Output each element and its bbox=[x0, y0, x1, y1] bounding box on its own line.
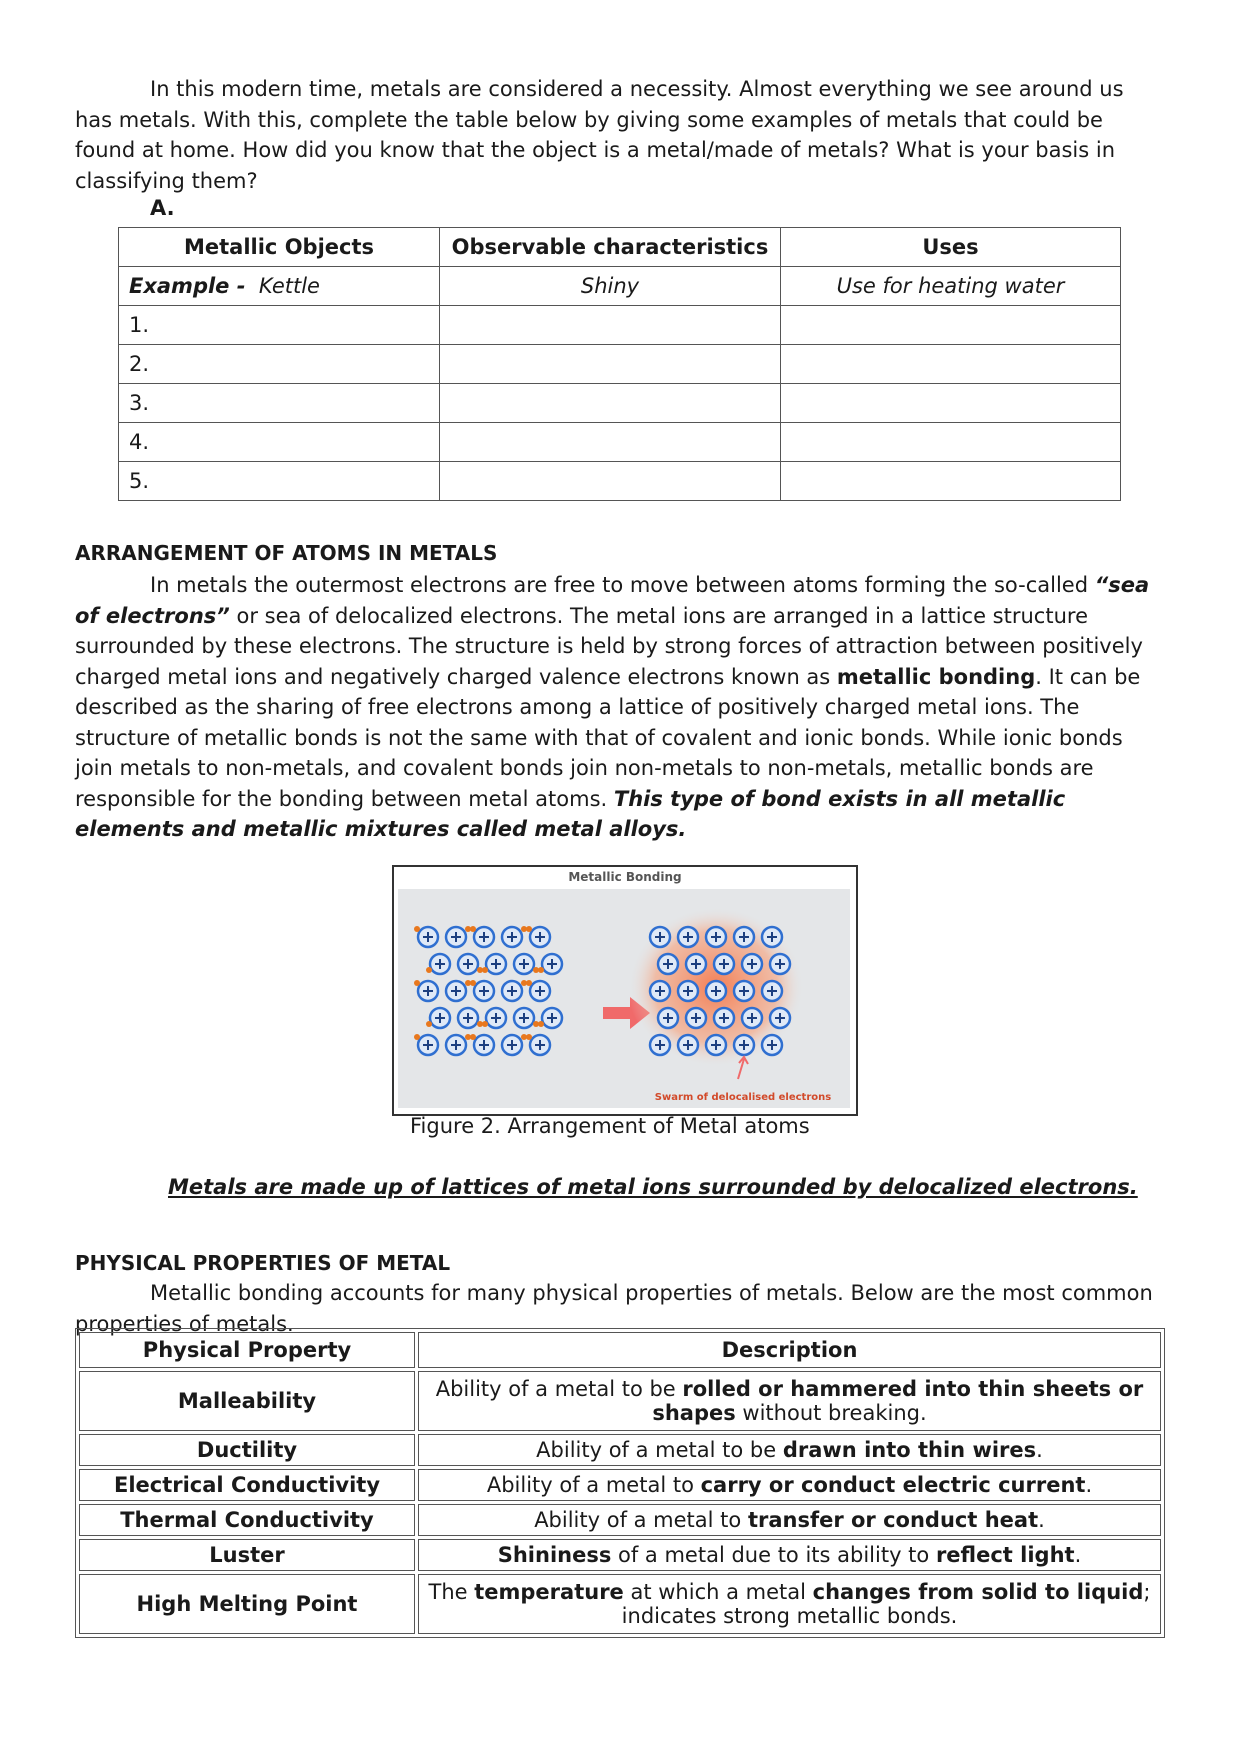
metal-ion-icon bbox=[734, 981, 754, 1001]
row-number: 2. bbox=[119, 345, 440, 384]
metal-ion-icon bbox=[446, 1035, 466, 1055]
metal-ion-icon bbox=[678, 981, 698, 1001]
property-name: Electrical Conductivity bbox=[79, 1469, 415, 1501]
row-number: 3. bbox=[119, 384, 440, 423]
property-description: Ability of a metal to transfer or conduct heat. bbox=[418, 1504, 1161, 1536]
ion-lattice-right bbox=[628, 907, 804, 1079]
metal-ion-icon bbox=[430, 954, 450, 974]
electron-dot bbox=[414, 980, 420, 986]
table-header-row bbox=[79, 1332, 1161, 1368]
row-number: 1. bbox=[119, 306, 440, 345]
blank-cell[interactable] bbox=[440, 306, 781, 345]
metal-ion-icon bbox=[762, 927, 782, 947]
table-row bbox=[119, 384, 1121, 423]
metal-ion-icon bbox=[486, 954, 506, 974]
arrangement-text: . It can be described as the sharing of free electrons among a lattice of positively charged metal ions. The structure of metallic bonds is not the same with that of covalent and ionic bonds. While ionic bonds join metals to non-metals, and covalent bonds join non-metals to non-metals, metallic bonds are responsible for the bonding between metal atoms. bbox=[75, 664, 1141, 811]
electron-dot bbox=[426, 1021, 432, 1027]
metal-ion-icon bbox=[770, 1008, 790, 1028]
swarm-label: Swarm of delocalised electrons bbox=[654, 1092, 832, 1103]
electron-dot bbox=[426, 967, 432, 973]
metal-ion-icon bbox=[418, 927, 438, 947]
metal-ion-icon bbox=[770, 954, 790, 974]
electron-dot bbox=[526, 926, 532, 932]
table-header-row bbox=[119, 228, 1121, 267]
metal-ion-icon bbox=[430, 1008, 450, 1028]
row-number: 4. bbox=[119, 423, 440, 462]
table-row bbox=[79, 1539, 1161, 1571]
electron-dot bbox=[482, 967, 488, 973]
metal-ion-icon bbox=[542, 1008, 562, 1028]
metal-ion-icon bbox=[446, 927, 466, 947]
table-row bbox=[119, 306, 1121, 345]
metal-ion-icon bbox=[678, 927, 698, 947]
example-object: Kettle bbox=[258, 274, 320, 298]
metal-ion-icon bbox=[734, 927, 754, 947]
table-row bbox=[119, 462, 1121, 501]
electron-dot bbox=[526, 980, 532, 986]
column-header: Description bbox=[418, 1332, 1161, 1368]
metal-ion-icon bbox=[502, 1035, 522, 1055]
blank-cell[interactable] bbox=[781, 345, 1121, 384]
physical-intro: Metallic bonding accounts for many physical properties of metals. Below are the most common properties of metals. bbox=[75, 1281, 1153, 1336]
metal-ion-icon bbox=[734, 1035, 754, 1055]
metal-ion-icon bbox=[446, 981, 466, 1001]
metal-ion-icon bbox=[530, 1035, 550, 1055]
metallic-bonding-term: metallic bonding bbox=[836, 664, 1036, 689]
property-description: Shininess of a metal due to its ability to reflect light. bbox=[418, 1539, 1161, 1571]
metal-ion-icon bbox=[762, 1035, 782, 1055]
example-object-cell bbox=[119, 267, 440, 306]
metal-ion-icon bbox=[650, 981, 670, 1001]
metal-ion-icon bbox=[686, 954, 706, 974]
metal-ion-icon bbox=[458, 1008, 478, 1028]
blank-cell[interactable] bbox=[440, 384, 781, 423]
column-header: Observable characteristics bbox=[440, 228, 781, 267]
property-name: Malleability bbox=[79, 1371, 415, 1431]
table-row bbox=[79, 1371, 1161, 1431]
electron-dot bbox=[414, 1034, 420, 1040]
metal-ion-icon bbox=[714, 1008, 734, 1028]
blank-cell[interactable] bbox=[781, 423, 1121, 462]
metal-ion-icon bbox=[474, 927, 494, 947]
property-description: Ability of a metal to be drawn into thin wires. bbox=[418, 1434, 1161, 1466]
blank-cell[interactable] bbox=[440, 462, 781, 501]
lattice-diagram bbox=[398, 889, 850, 1108]
metal-ion-icon bbox=[486, 1008, 506, 1028]
metal-ion-icon bbox=[678, 1035, 698, 1055]
table-row bbox=[79, 1504, 1161, 1536]
metal-ion-icon bbox=[418, 1035, 438, 1055]
metal-ion-icon bbox=[502, 927, 522, 947]
metal-ion-icon bbox=[474, 981, 494, 1001]
metal-ion-icon bbox=[658, 954, 678, 974]
intro-paragraph: In this modern time, metals are considered a necessity. Almost everything we see around us has metals. With this, complete the table below by giving some examples of metals that could be found at home. How did you know that the object is a metal/made of metals? What is your basis in classifying them? bbox=[75, 77, 1124, 193]
metal-ion-icon bbox=[706, 1035, 726, 1055]
property-name: Luster bbox=[79, 1539, 415, 1571]
arrangement-text: In metals the outermost electrons are free to move between atoms forming the so-called bbox=[150, 573, 1089, 597]
property-description: Ability of a metal to be rolled or hammered into thin sheets or shapes without breaking. bbox=[418, 1371, 1161, 1431]
property-description: The temperature at which a metal changes from solid to liquid; indicates strong metallic bonds. bbox=[418, 1574, 1161, 1634]
column-header: Physical Property bbox=[79, 1332, 415, 1368]
example-row bbox=[119, 267, 1121, 306]
section-label-a: A. bbox=[150, 196, 175, 220]
metal-ion-icon bbox=[658, 1008, 678, 1028]
metal-ion-icon bbox=[762, 981, 782, 1001]
metal-ion-icon bbox=[530, 981, 550, 1001]
row-number: 5. bbox=[119, 462, 440, 501]
blank-cell[interactable] bbox=[440, 345, 781, 384]
arrangement-paragraph bbox=[75, 570, 1165, 845]
electron-dot bbox=[526, 1034, 532, 1040]
table-row bbox=[79, 1574, 1161, 1634]
arrangement-text: or sea of delocalized electrons. The metal ions are arranged in a lattice structure surrounded by these electrons. The structure is held by strong forces of attraction between positively charged metal ions and negatively charged valence electrons known as bbox=[75, 603, 1143, 689]
example-characteristic: Shiny bbox=[440, 267, 781, 306]
metallic-bonding-figure bbox=[392, 865, 858, 1116]
blank-cell[interactable] bbox=[781, 462, 1121, 501]
physical-heading: PHYSICAL PROPERTIES OF METAL bbox=[75, 1251, 451, 1275]
property-name: Ductility bbox=[79, 1434, 415, 1466]
metal-ion-icon bbox=[706, 927, 726, 947]
metal-ion-icon bbox=[714, 954, 734, 974]
electron-dot bbox=[470, 1034, 476, 1040]
table-row bbox=[79, 1469, 1161, 1501]
example-prefix: Example - bbox=[129, 274, 246, 298]
metal-ion-icon bbox=[542, 954, 562, 974]
metal-ion-icon bbox=[686, 1008, 706, 1028]
metal-ion-icon bbox=[474, 1035, 494, 1055]
metal-ion-icon bbox=[502, 981, 522, 1001]
table-row bbox=[79, 1434, 1161, 1466]
metal-ion-icon bbox=[650, 927, 670, 947]
metal-ion-icon bbox=[650, 1035, 670, 1055]
metal-ion-icon bbox=[458, 954, 478, 974]
electron-dot bbox=[414, 926, 420, 932]
electron-dot bbox=[482, 1021, 488, 1027]
arrangement-heading: ARRANGEMENT OF ATOMS IN METALS bbox=[75, 541, 498, 565]
property-name: Thermal Conductivity bbox=[79, 1504, 415, 1536]
sea-of-electrons-term: “sea of electrons” bbox=[75, 573, 1150, 628]
ion-lattice-left bbox=[414, 926, 562, 1055]
key-statement: Metals are made up of lattices of metal ions surrounded by delocalized electrons. bbox=[168, 1175, 1138, 1199]
electron-dot bbox=[470, 980, 476, 986]
blank-cell[interactable] bbox=[781, 306, 1121, 345]
figure-title: Metallic Bonding bbox=[568, 870, 682, 884]
metal-ion-icon bbox=[742, 1008, 762, 1028]
electron-dot bbox=[538, 967, 544, 973]
physical-properties-table bbox=[75, 1328, 1165, 1638]
property-name: High Melting Point bbox=[79, 1574, 415, 1634]
metal-ion-icon bbox=[742, 954, 762, 974]
metal-ion-icon bbox=[418, 981, 438, 1001]
column-header: Uses bbox=[781, 228, 1121, 267]
blank-cell[interactable] bbox=[440, 423, 781, 462]
table-row bbox=[119, 345, 1121, 384]
metal-ion-icon bbox=[514, 1008, 534, 1028]
arrangement-emphasis: This type of bond exists in all metallic elements and metallic mixtures called metal alloys. bbox=[75, 786, 1066, 841]
metallic-objects-table bbox=[118, 227, 1121, 501]
electron-dot bbox=[470, 926, 476, 932]
metal-ion-icon bbox=[530, 927, 550, 947]
figure-panel bbox=[398, 889, 850, 1108]
table-row bbox=[119, 423, 1121, 462]
metal-ion-icon bbox=[706, 981, 726, 1001]
property-description: Ability of a metal to carry or conduct electric current. bbox=[418, 1469, 1161, 1501]
blank-cell[interactable] bbox=[781, 384, 1121, 423]
electron-dot bbox=[538, 1021, 544, 1027]
metal-ion-icon bbox=[514, 954, 534, 974]
example-use: Use for heating water bbox=[781, 267, 1121, 306]
column-header: Metallic Objects bbox=[119, 228, 440, 267]
figure-caption: Figure 2. Arrangement of Metal atoms bbox=[410, 1114, 810, 1138]
